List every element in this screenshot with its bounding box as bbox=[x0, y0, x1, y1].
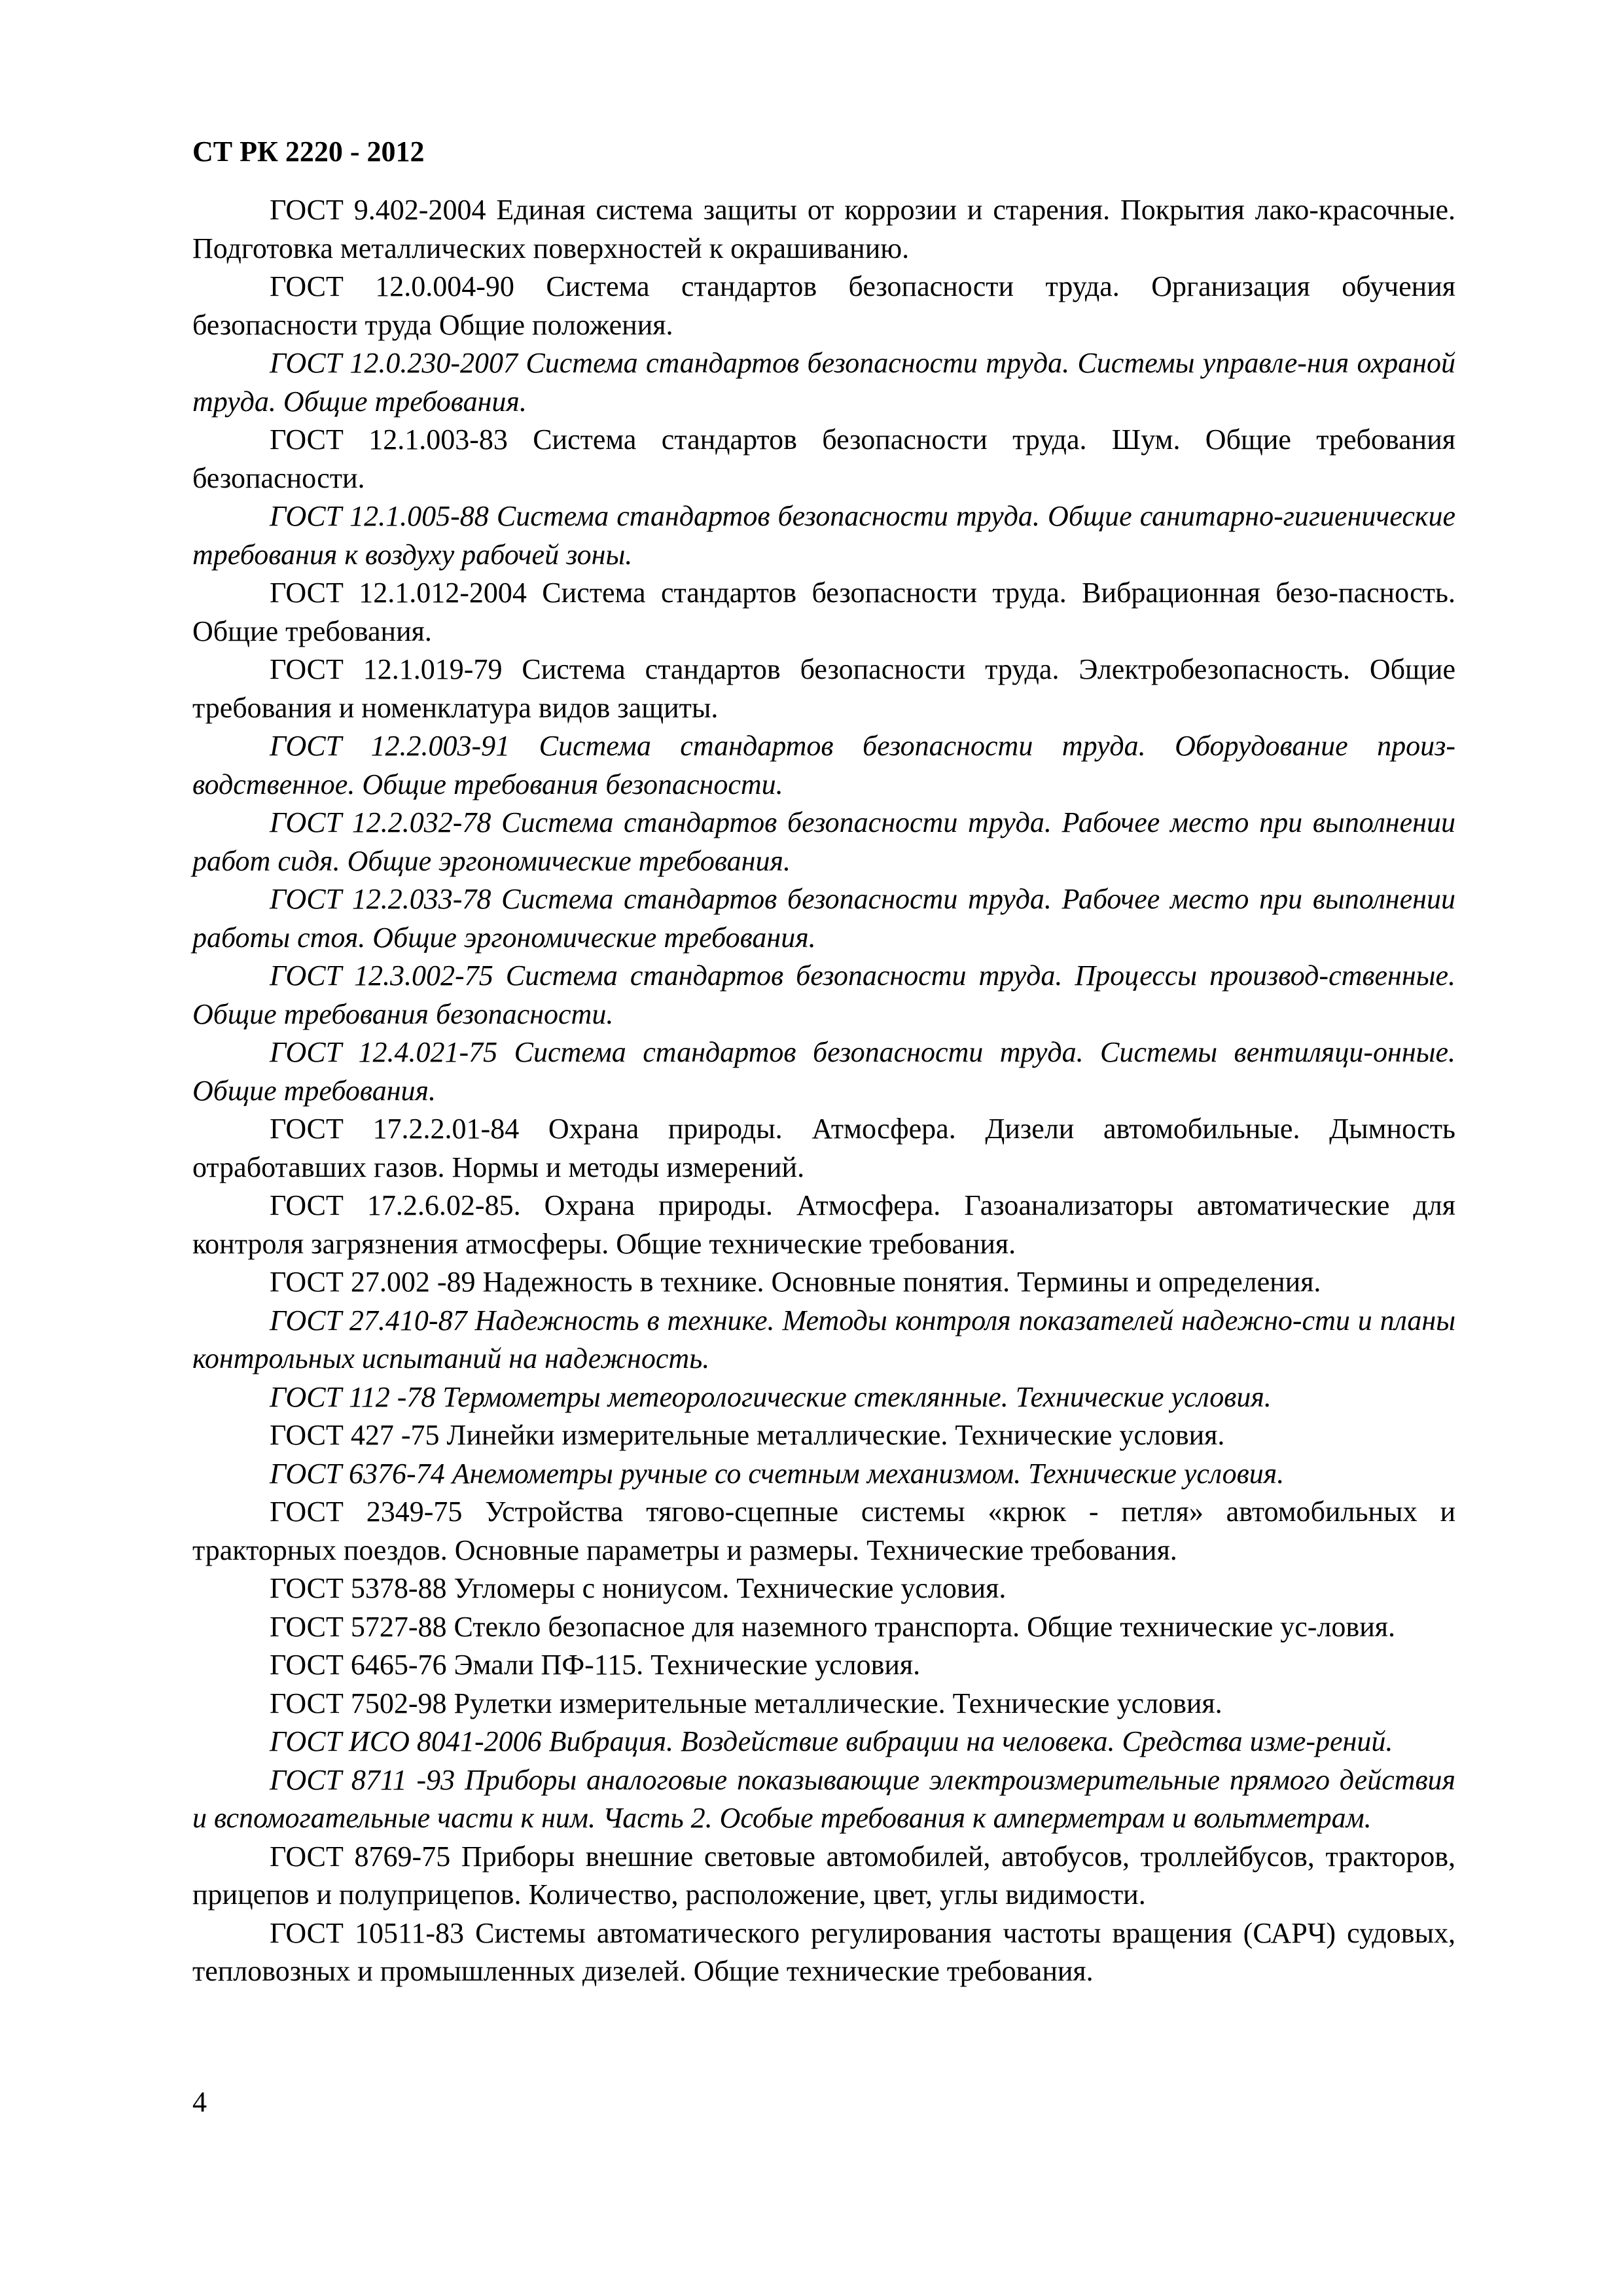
reference-entry: ГОСТ 8769-75 Приборы внешние световые автомобилей, автобусов, троллейбусов, тракторов, прицепов и полуприцепов. Количество, расположение, цвет, углы видимости. bbox=[192, 1840, 1455, 1910]
reference-entry: ГОСТ 2349-75 Устройства тягово-сцепные системы «крюк - петля» автомобильных и тракторных поездов. Основные параметры и размеры. Технические требования. bbox=[192, 1496, 1455, 1566]
reference-entry: ГОСТ 12.4.021-75 Система стандартов безопасности труда. Системы вентиляци-онные. Общие требования. bbox=[192, 1036, 1455, 1107]
reference-list bbox=[192, 191, 1455, 1991]
reference-entry: ГОСТ 5378-88 Угломеры с нониусом. Технические условия. bbox=[270, 1572, 1007, 1604]
document-header: СТ РК 2220 - 2012 bbox=[192, 135, 425, 168]
reference-entry: ГОСТ 8711 -93 Приборы аналоговые показывающие электроизмерительные прямого действия и вспомогательные части к ним. Часть 2. Особые требования к амперметрам и вольтметрам. bbox=[192, 1763, 1455, 1834]
reference-entry: ГОСТ 5727-88 Стекло безопасное для наземного транспорта. Общие технические ус-ловия. bbox=[270, 1610, 1395, 1643]
reference-entry: ГОСТ 12.0.004-90 Система стандартов безопасности труда. Организация обучения безопасности труда Общие положения. bbox=[192, 270, 1455, 341]
reference-entry: ГОСТ 27.410-87 Надежность в технике. Методы контроля показателей надежно-сти и планы контрольных испытаний на надежность. bbox=[192, 1304, 1455, 1374]
reference-entry: ГОСТ 9.402-2004 Единая система защиты от коррозии и старения. Покрытия лако-красочные. Подготовка металлических поверхностей к окрашиванию. bbox=[192, 194, 1455, 264]
reference-entry: ГОСТ 12.2.003-91 Система стандартов безопасности труда. Оборудование произ-водственное. Общие требования безопасности. bbox=[192, 730, 1455, 800]
reference-entry: ГОСТ 12.1.012-2004 Система стандартов безопасности труда. Вибрационная безо-пасность. Общие требования. bbox=[192, 577, 1455, 647]
page-number: 4 bbox=[192, 2086, 207, 2118]
reference-entry: ГОСТ 12.2.033-78 Система стандартов безопасности труда. Рабочее место при выполнении работы стоя. Общие эргономические требования. bbox=[192, 883, 1455, 954]
reference-entry: ГОСТ ИСО 8041-2006 Вибрация. Воздействие вибрации на человека. Средства изме-рений. bbox=[270, 1725, 1393, 1757]
reference-entry: ГОСТ 12.3.002-75 Система стандартов безопасности труда. Процессы производ-ственные. Общие требования безопасности. bbox=[192, 960, 1455, 1030]
reference-entry: ГОСТ 6465-76 Эмали ПФ-115. Технические условия. bbox=[270, 1649, 921, 1681]
reference-entry: ГОСТ 12.1.019-79 Система стандартов безопасности труда. Электробезопасность. Общие требования и номенклатура видов защиты. bbox=[192, 653, 1455, 724]
reference-entry: ГОСТ 12.2.032-78 Система стандартов безопасности труда. Рабочее место при выполнении работ сидя. Общие эргономические требования. bbox=[192, 806, 1455, 877]
reference-entry: ГОСТ 12.0.230-2007 Система стандартов безопасности труда. Системы управле-ния охраной труда. Общие требования. bbox=[192, 347, 1455, 418]
reference-entry: ГОСТ 12.1.003-83 Система стандартов безопасности труда. Шум. Общие требования безопасности. bbox=[192, 423, 1455, 494]
reference-entry: ГОСТ 12.1.005-88 Система стандартов безопасности труда. Общие санитарно-гигиенические требования к воздуху рабочей зоны. bbox=[192, 500, 1455, 571]
reference-entry: ГОСТ 427 -75 Линейки измерительные металлические. Технические условия. bbox=[270, 1419, 1225, 1451]
reference-entry: ГОСТ 112 -78 Термометры метеорологические стеклянные. Технические условия. bbox=[270, 1380, 1272, 1413]
reference-entry: ГОСТ 6376-74 Анемометры ручные со счетным механизмом. Технические условия. bbox=[270, 1457, 1285, 1490]
reference-entry: ГОСТ 17.2.2.01-84 Охрана природы. Атмосфера. Дизели автомобильные. Дымность отработавших газов. Нормы и методы измерений. bbox=[192, 1113, 1455, 1183]
reference-entry: ГОСТ 17.2.6.02-85. Охрана природы. Атмосфера. Газоанализаторы автоматические для контроля загрязнения атмосферы. Общие технические требования. bbox=[192, 1189, 1455, 1260]
reference-entry: ГОСТ 7502-98 Рулетки измерительные металлические. Технические условия. bbox=[270, 1687, 1222, 1719]
reference-entry: ГОСТ 27.002 -89 Надежность в технике. Основные понятия. Термины и определения. bbox=[270, 1266, 1321, 1298]
reference-entry: ГОСТ 10511-83 Системы автоматического регулирования частоты вращения (САРЧ) судовых, тепловозных и промышленных дизелей. Общие технические требования. bbox=[192, 1916, 1455, 1987]
